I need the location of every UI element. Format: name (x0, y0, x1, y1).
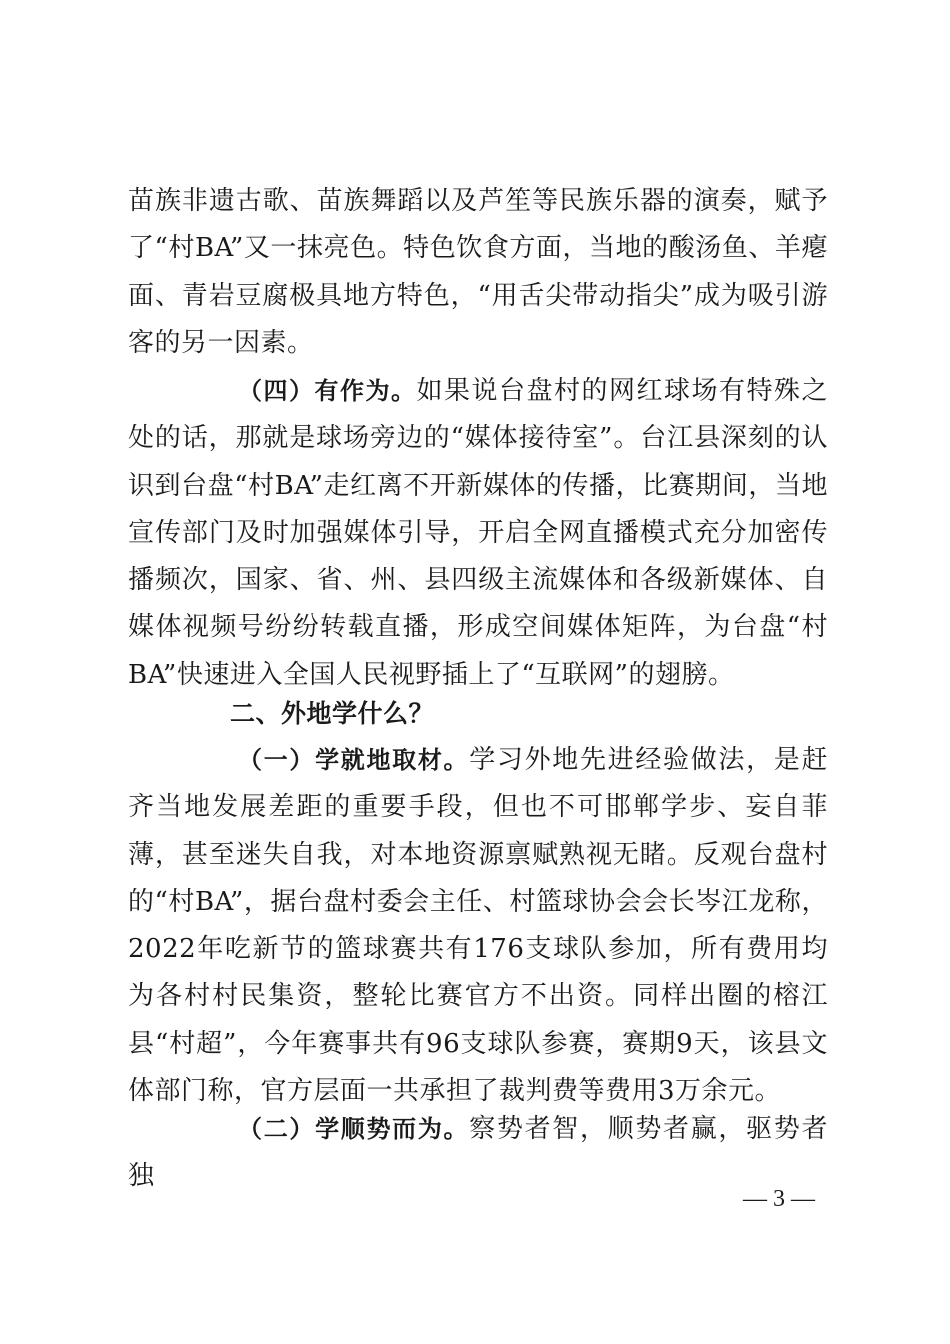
paragraph (128, 1106, 828, 1201)
subsection-heading: （一）学就地取材。 (238, 746, 470, 774)
paragraph-body: 如果说台盘村的网红球场有特殊之处的话，那就是球场旁边的“媒体接待室”。台江县深刻的认识到台盘“村BA”走红离不开新媒体的传播，比赛期间，当地宣传部门及时加强媒体引导，开启全网直播模式充分加密传播频次，国家、省、州、县四级主流媒体和各级新媒体、自媒体视频号纷纷转载直播，形成空间媒体矩阵，为台盘“村BA”快速进入全国人民视野插上了“互联网”的翅膀。 (128, 376, 828, 690)
page-number: — 3 — (743, 1186, 815, 1212)
paragraph-body: 苗族非遗古歌、苗族舞蹈以及芦笙等民族乐器的演奏，赋予了“村BA”又一抹亮色。特色饮食方面，当地的酸汤鱼、羊瘪面、青岩豆腐极具地方特色，“用舌尖带动指尖”成为吸引游客的另一因素。 (128, 186, 828, 358)
paragraph-subsection-1 (128, 737, 828, 1115)
paragraph-section-4 (128, 368, 828, 699)
section-heading-block (128, 690, 828, 737)
subsection-heading: （二）学顺势而为。 (238, 1115, 470, 1143)
paragraph-subsection-2 (128, 1106, 828, 1201)
paragraph-body: 察势者智，顺势者赢，驱势者独 (128, 1114, 828, 1192)
subsection-heading: （四）有作为。 (238, 377, 417, 405)
paragraph (128, 368, 828, 699)
paragraph (128, 737, 828, 1115)
paragraph-continuation (128, 178, 828, 367)
paragraph-body: 学习外地先进经验做法，是赶齐当地发展差距的重要手段，但也不可邯郸学步、妄自菲薄，甚至迷失自我，对本地资源禀赋熟视无睹。反观台盘村的“村BA”，据台盘村委会主任、村篮球协会会长岑江龙称，2022年吃新节的篮球赛共有176支球队参加，所有费用均为各村村民集资，整轮比赛官方不出资。同样出圈的榕江县“村超”，今年赛事共有96支球队参赛，赛期9天，该县文体部门称，官方层面一共承担了裁判费等费用3万余元。 (128, 745, 828, 1107)
section-heading: 二、外地学什么？ (230, 699, 435, 728)
